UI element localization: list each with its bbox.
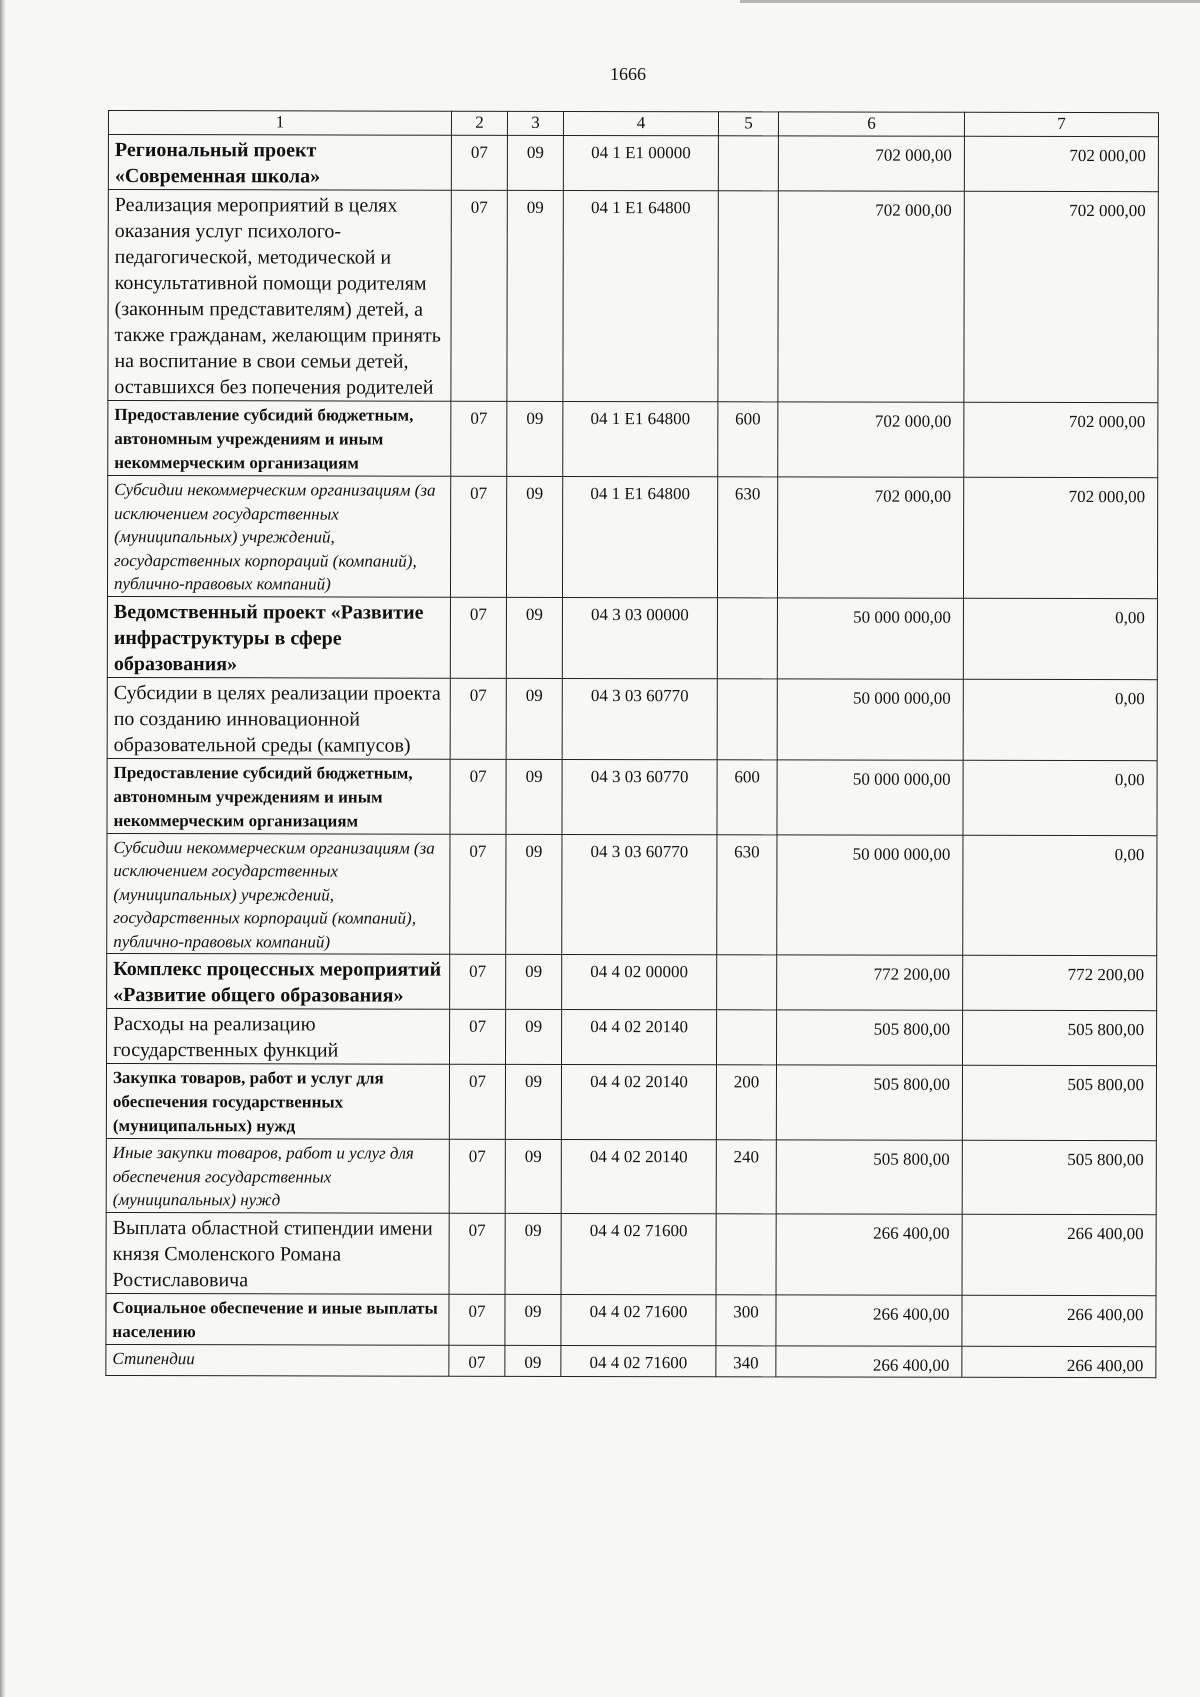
cell-col-3: 09	[506, 678, 562, 759]
cell-col-5	[717, 678, 777, 759]
cell-col-2: 07	[451, 135, 507, 190]
cell-col-4: 04 4 02 20140	[561, 1139, 716, 1213]
table-row	[106, 1344, 1156, 1377]
table-row	[107, 476, 1157, 599]
cell-col-4: 04 4 02 71600	[561, 1345, 716, 1376]
cell-col-3: 09	[507, 135, 563, 190]
cell-col-2: 07	[449, 1213, 505, 1294]
cell-col-4: 04 1 Е1 64800	[563, 190, 718, 401]
cell-col-6: 702 000,00	[778, 191, 964, 402]
row-name-cell: Субсидии некоммерческим организациям (за исключением государственных (муниципальных) учреждений, государственных корпораций (компаний), публично-правовых компаний)	[107, 833, 450, 954]
table-body	[106, 135, 1159, 1378]
cell-col-2: 07	[450, 834, 506, 955]
table-row	[106, 1212, 1156, 1295]
scan-edge-top	[740, 0, 1200, 3]
cell-col-7: 505 800,00	[962, 1140, 1156, 1214]
column-header-1: 1	[108, 111, 451, 136]
cell-col-5: 600	[718, 402, 778, 477]
cell-col-4: 04 1 Е1 00000	[563, 135, 718, 190]
cell-col-4: 04 1 Е1 64800	[563, 401, 718, 476]
cell-col-4: 04 3 03 60770	[562, 678, 717, 759]
row-name-cell: Региональный проект «Современная школа»	[108, 135, 451, 191]
cell-col-2: 07	[450, 476, 506, 597]
cell-col-4: 04 4 02 71600	[561, 1294, 716, 1345]
column-number-row	[108, 111, 1158, 137]
cell-col-3: 09	[506, 954, 562, 1009]
cell-col-5	[716, 1213, 776, 1294]
cell-col-3: 09	[506, 597, 562, 678]
cell-col-7: 702 000,00	[964, 136, 1158, 191]
cell-col-6: 266 400,00	[776, 1345, 962, 1376]
cell-col-7: 0,00	[963, 835, 1157, 956]
scan-edge-left	[0, 0, 6, 1697]
cell-col-6: 772 200,00	[777, 955, 963, 1010]
column-header-2: 2	[451, 111, 507, 135]
column-header-4: 4	[563, 111, 718, 135]
cell-col-5: 200	[716, 1065, 776, 1140]
cell-col-6: 702 000,00	[778, 136, 964, 191]
cell-col-3: 09	[505, 1294, 561, 1345]
budget-table-wrapper	[105, 110, 1158, 1378]
cell-col-2: 07	[449, 1294, 505, 1345]
table-row	[107, 596, 1157, 679]
table-row	[107, 677, 1157, 760]
cell-col-3: 09	[506, 476, 562, 597]
cell-col-6: 505 800,00	[776, 1140, 962, 1214]
cell-col-3: 09	[506, 1009, 562, 1064]
cell-col-7: 505 800,00	[963, 1010, 1157, 1065]
cell-col-6: 505 800,00	[777, 1010, 963, 1065]
table-row	[106, 1063, 1156, 1140]
cell-col-2: 07	[451, 190, 507, 401]
cell-col-4: 04 4 02 20140	[561, 1064, 716, 1139]
cell-col-6: 266 400,00	[776, 1294, 962, 1345]
row-name-cell: Закупка товаров, работ и услуг для обеспечения государственных (муниципальных) нужд	[106, 1063, 449, 1139]
cell-col-6: 702 000,00	[778, 402, 964, 477]
cell-col-2: 07	[450, 954, 506, 1009]
cell-col-6: 50 000 000,00	[777, 834, 963, 955]
cell-col-4: 04 4 02 71600	[561, 1213, 716, 1294]
cell-col-3: 09	[506, 834, 562, 955]
column-header-7: 7	[964, 112, 1158, 136]
cell-col-6: 50 000 000,00	[777, 597, 963, 678]
table-row	[107, 1008, 1157, 1065]
column-header-6: 6	[778, 112, 964, 136]
cell-col-7: 266 400,00	[962, 1346, 1156, 1377]
row-name-cell: Субсидии некоммерческим организациям (за исключением государственных (муниципальных) учреждений, государственных корпораций (компаний), публично-правовых компаний)	[107, 476, 450, 597]
cell-col-2: 07	[450, 678, 506, 759]
row-name-cell: Выплата областной стипендии имени князя Смоленского Романа Ростиславовича	[106, 1212, 449, 1294]
cell-col-7: 702 000,00	[964, 191, 1158, 402]
cell-col-4: 04 4 02 00000	[562, 954, 717, 1009]
row-name-cell: Ведомственный проект «Развитие инфраструктуры в сфере образования»	[107, 596, 450, 678]
table-row	[108, 135, 1158, 192]
cell-col-2: 07	[450, 597, 506, 678]
cell-col-5: 600	[717, 759, 777, 834]
cell-col-7: 702 000,00	[963, 477, 1157, 598]
table-row	[106, 1138, 1156, 1214]
table-row	[107, 758, 1157, 835]
cell-col-5	[717, 955, 777, 1010]
row-name-cell: Субсидии в целях реализации проекта по созданию инновационной образовательной среды (кампусов)	[107, 677, 450, 759]
cell-col-2: 07	[450, 759, 506, 834]
table-row	[108, 401, 1158, 478]
cell-col-7: 266 400,00	[962, 1214, 1156, 1295]
table-row	[107, 833, 1157, 956]
table-row	[106, 1293, 1156, 1346]
cell-col-2: 07	[449, 1139, 505, 1213]
cell-col-5: 630	[717, 477, 777, 598]
row-name-cell: Иные закупки товаров, работ и услуг для обеспечения государственных (муниципальных) нужд	[106, 1138, 449, 1212]
cell-col-5: 240	[716, 1140, 776, 1214]
cell-col-4: 04 3 03 60770	[562, 834, 717, 955]
cell-col-3: 09	[507, 190, 563, 401]
cell-col-7: 702 000,00	[964, 402, 1158, 477]
cell-col-4: 04 3 03 00000	[562, 597, 717, 678]
cell-col-3: 09	[506, 759, 562, 834]
row-name-cell: Стипендии	[106, 1344, 449, 1376]
row-name-cell: Комплекс процессных мероприятий «Развитие общего образования»	[107, 953, 450, 1009]
cell-col-5	[717, 597, 777, 678]
cell-col-2: 07	[449, 1064, 505, 1139]
cell-col-7: 0,00	[963, 760, 1157, 835]
cell-col-6: 50 000 000,00	[777, 678, 963, 759]
cell-col-7: 505 800,00	[962, 1065, 1156, 1140]
cell-col-5	[717, 1010, 777, 1065]
cell-col-4: 04 3 03 60770	[562, 759, 717, 834]
cell-col-7: 772 200,00	[963, 955, 1157, 1010]
cell-col-3: 09	[505, 1213, 561, 1294]
column-header-3: 3	[507, 111, 563, 135]
cell-col-5: 340	[716, 1345, 776, 1376]
cell-col-7: 0,00	[963, 598, 1157, 679]
cell-col-6: 266 400,00	[776, 1213, 962, 1294]
budget-table	[105, 110, 1159, 1378]
row-name-cell: Предоставление субсидий бюджетным, автономным учреждениям и иным некоммерческим организациям	[108, 401, 451, 477]
cell-col-5: 300	[716, 1294, 776, 1345]
cell-col-3: 09	[505, 1345, 561, 1376]
cell-col-2: 07	[449, 1345, 505, 1376]
cell-col-7: 0,00	[963, 679, 1157, 760]
cell-col-2: 07	[451, 401, 507, 476]
cell-col-5: 630	[717, 834, 777, 955]
table-row	[108, 190, 1158, 403]
column-header-5: 5	[718, 112, 778, 136]
cell-col-4: 04 4 02 20140	[562, 1009, 717, 1064]
cell-col-6: 505 800,00	[776, 1065, 962, 1140]
row-name-cell: Реализация мероприятий в целях оказания услуг психолого-педагогической, методической и консультативной помощи родителям (законным представителям) детей, а также гражданам, желающим принять на воспитание в свои семьи детей, оставшихся без попечения родителей	[108, 190, 451, 402]
cell-col-3: 09	[507, 401, 563, 476]
cell-col-7: 266 400,00	[962, 1295, 1156, 1346]
row-name-cell: Предоставление субсидий бюджетным, автономным учреждениям и иным некоммерческим организациям	[107, 758, 450, 834]
cell-col-5	[718, 191, 778, 402]
cell-col-3: 09	[505, 1064, 561, 1139]
cell-col-4: 04 1 Е1 64800	[562, 476, 717, 597]
cell-col-6: 702 000,00	[777, 477, 963, 598]
cell-col-6: 50 000 000,00	[777, 759, 963, 834]
cell-col-3: 09	[505, 1139, 561, 1213]
page-number: 1666	[610, 64, 646, 84]
cell-col-2: 07	[450, 1009, 506, 1064]
row-name-cell: Расходы на реализацию государственных функций	[107, 1008, 450, 1064]
cell-col-5	[718, 136, 778, 191]
row-name-cell: Социальное обеспечение и иные выплаты населению	[106, 1293, 449, 1345]
table-row	[107, 953, 1157, 1010]
